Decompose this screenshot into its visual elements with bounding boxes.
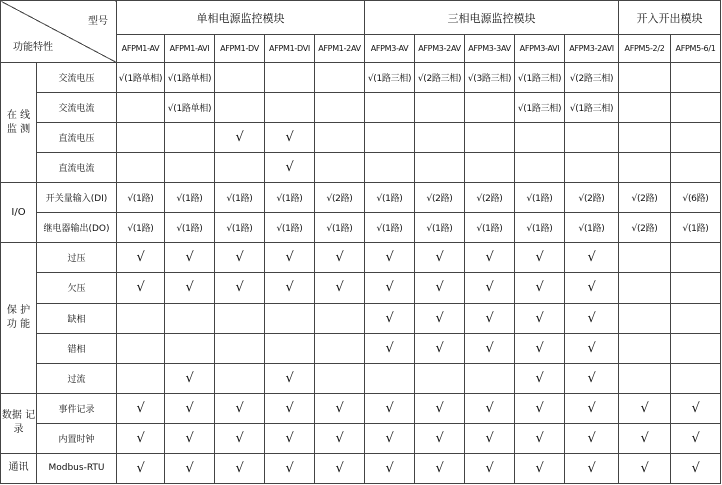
value-cell: √ (415, 243, 465, 273)
value-cell: √(2路) (415, 183, 465, 213)
value-cell (415, 363, 465, 393)
value-cell: √(1路三相) (565, 93, 619, 123)
group-header-row (1, 1, 721, 35)
feature-cell: 事件记录 (37, 393, 117, 423)
table-row (1, 213, 721, 243)
value-cell: √ (515, 273, 565, 303)
value-cell: √(1路) (215, 183, 265, 213)
value-cell: √ (315, 393, 365, 423)
feature-label: 功能特性 (13, 42, 53, 53)
value-cell (619, 273, 671, 303)
model-header: AFPM1-DVI (265, 35, 315, 63)
value-cell (315, 153, 365, 183)
feature-cell: Modbus-RTU (37, 453, 117, 483)
feature-cell: 欠压 (37, 273, 117, 303)
value-cell: √ (415, 453, 465, 483)
value-cell: √ (565, 423, 619, 453)
category-cell: 保 护 功 能 (1, 243, 37, 393)
value-cell: √ (515, 363, 565, 393)
value-cell (165, 303, 215, 333)
value-cell: √ (315, 453, 365, 483)
value-cell: √ (265, 423, 315, 453)
value-cell (265, 333, 315, 363)
value-cell: √(1路) (117, 183, 165, 213)
value-cell (315, 333, 365, 363)
feature-cell: 过压 (37, 243, 117, 273)
value-cell: √(1路单相) (165, 93, 215, 123)
value-cell (619, 363, 671, 393)
value-cell (315, 303, 365, 333)
value-cell: √ (265, 153, 315, 183)
value-cell: √(1路) (117, 213, 165, 243)
value-cell: √ (117, 243, 165, 273)
value-cell: √(3路三相) (465, 63, 515, 93)
feature-cell: 交流电流 (37, 93, 117, 123)
value-cell: √ (515, 423, 565, 453)
value-cell (165, 333, 215, 363)
value-cell: √(1路) (215, 213, 265, 243)
value-cell: √(2路) (619, 213, 671, 243)
model-header: AFPM1-DV (215, 35, 265, 63)
value-cell: √ (265, 273, 315, 303)
value-cell: √ (671, 423, 721, 453)
value-cell (619, 333, 671, 363)
value-cell: √ (117, 273, 165, 303)
value-cell: √ (315, 243, 365, 273)
value-cell: √ (565, 363, 619, 393)
value-cell (565, 123, 619, 153)
value-cell: √ (265, 123, 315, 153)
group-single-phase: 单相电源监控模块 (117, 1, 365, 35)
model-header: AFPM3-3AV (465, 35, 515, 63)
value-cell: √(1路) (165, 213, 215, 243)
value-cell (415, 153, 465, 183)
value-cell (465, 123, 515, 153)
value-cell: √(1路) (365, 213, 415, 243)
value-cell (215, 93, 265, 123)
value-cell (315, 63, 365, 93)
value-cell (465, 93, 515, 123)
value-cell (465, 363, 515, 393)
value-cell: √(1路) (365, 183, 415, 213)
value-cell: √ (365, 243, 415, 273)
table-row (1, 63, 721, 93)
value-cell (117, 303, 165, 333)
value-cell: √(1路) (465, 213, 515, 243)
value-cell (117, 363, 165, 393)
value-cell (315, 123, 365, 153)
value-cell: √ (165, 363, 215, 393)
value-cell: √ (315, 423, 365, 453)
value-cell (215, 303, 265, 333)
feature-cell: 缺相 (37, 303, 117, 333)
value-cell: √(1路单相) (165, 63, 215, 93)
value-cell: √(1路) (165, 183, 215, 213)
value-cell: √ (619, 423, 671, 453)
value-cell (671, 273, 721, 303)
value-cell: √(2路) (619, 183, 671, 213)
value-cell (117, 153, 165, 183)
value-cell: √(2路) (315, 183, 365, 213)
value-cell (671, 303, 721, 333)
value-cell: √(2路) (565, 183, 619, 213)
value-cell: √ (215, 273, 265, 303)
category-cell: 数据 记录 (1, 393, 37, 453)
value-cell: √ (465, 303, 515, 333)
value-cell: √(1路) (515, 183, 565, 213)
value-cell (619, 153, 671, 183)
value-cell (215, 333, 265, 363)
value-cell: √ (565, 333, 619, 363)
value-cell (165, 153, 215, 183)
value-cell: √ (565, 273, 619, 303)
table-row (1, 243, 721, 273)
value-cell (619, 93, 671, 123)
feature-cell: 开关量输入(DI) (37, 183, 117, 213)
value-cell: √ (165, 393, 215, 423)
value-cell: √ (215, 423, 265, 453)
value-cell (671, 243, 721, 273)
value-cell: √ (465, 453, 515, 483)
model-header: AFPM3-2AVI (565, 35, 619, 63)
value-cell: √ (415, 303, 465, 333)
table-row (1, 423, 721, 453)
value-cell: √(2路三相) (415, 63, 465, 93)
value-cell: √(1路) (671, 213, 721, 243)
table-row (1, 363, 721, 393)
value-cell: √ (215, 393, 265, 423)
value-cell: √(1路三相) (515, 63, 565, 93)
table-row (1, 303, 721, 333)
value-cell: √ (215, 123, 265, 153)
value-cell: √(1路三相) (515, 93, 565, 123)
value-cell: √ (117, 393, 165, 423)
table-row (1, 453, 721, 483)
value-cell: √(1路) (415, 213, 465, 243)
model-header: AFPM3-AV (365, 35, 415, 63)
value-cell: √ (117, 423, 165, 453)
value-cell (515, 153, 565, 183)
model-header: AFPM3-AVI (515, 35, 565, 63)
category-cell: 通讯 (1, 453, 37, 483)
feature-cell: 直流电压 (37, 123, 117, 153)
value-cell (671, 153, 721, 183)
value-cell: √ (515, 453, 565, 483)
value-cell (671, 363, 721, 393)
value-cell: √ (265, 243, 315, 273)
feature-cell: 直流电流 (37, 153, 117, 183)
value-cell: √ (565, 393, 619, 423)
value-cell: √ (565, 453, 619, 483)
category-cell: I/O (1, 183, 37, 243)
value-cell (215, 63, 265, 93)
value-cell: √(1路) (565, 213, 619, 243)
value-cell (215, 363, 265, 393)
value-cell: √ (515, 303, 565, 333)
value-cell (117, 93, 165, 123)
value-cell (315, 363, 365, 393)
value-cell: √ (215, 243, 265, 273)
value-cell: √ (365, 273, 415, 303)
value-cell (265, 93, 315, 123)
value-cell: √ (315, 273, 365, 303)
feature-cell: 错相 (37, 333, 117, 363)
value-cell (415, 93, 465, 123)
value-cell: √ (265, 453, 315, 483)
value-cell (515, 123, 565, 153)
value-cell: √(1路三相) (365, 63, 415, 93)
table-row (1, 333, 721, 363)
category-cell: 在 线 监 测 (1, 63, 37, 183)
value-cell: √ (619, 453, 671, 483)
model-header: AFPM5-6/1 (671, 35, 721, 63)
feature-cell: 过流 (37, 363, 117, 393)
value-cell: √ (565, 303, 619, 333)
model-label: 型号 (88, 16, 108, 27)
value-cell (671, 333, 721, 363)
value-cell (365, 363, 415, 393)
value-cell (465, 153, 515, 183)
value-cell (215, 153, 265, 183)
value-cell (565, 153, 619, 183)
table-row (1, 183, 721, 213)
value-cell: √(1路) (265, 213, 315, 243)
model-header: AFPM1-AVI (165, 35, 215, 63)
group-three-phase: 三相电源监控模块 (365, 1, 619, 35)
model-header: AFPM5-2/2 (619, 35, 671, 63)
value-cell: √ (365, 423, 415, 453)
feature-cell: 继电器输出(DO) (37, 213, 117, 243)
model-header: AFPM3-2AV (415, 35, 465, 63)
table-row (1, 153, 721, 183)
value-cell (619, 63, 671, 93)
value-cell: √(6路) (671, 183, 721, 213)
value-cell (165, 123, 215, 153)
value-cell (365, 123, 415, 153)
value-cell: √ (165, 243, 215, 273)
value-cell (117, 333, 165, 363)
value-cell: √ (565, 243, 619, 273)
value-cell: √ (515, 333, 565, 363)
value-cell: √ (165, 453, 215, 483)
table-row (1, 393, 721, 423)
value-cell: √ (265, 363, 315, 393)
value-cell: √ (265, 393, 315, 423)
value-cell (265, 303, 315, 333)
value-cell: √(1路) (315, 213, 365, 243)
value-cell: √(1路) (515, 213, 565, 243)
value-cell (671, 93, 721, 123)
value-cell: √ (165, 423, 215, 453)
value-cell (415, 123, 465, 153)
value-cell: √ (515, 243, 565, 273)
group-io: 开入开出模块 (619, 1, 721, 35)
value-cell: √ (465, 243, 515, 273)
value-cell: √ (619, 393, 671, 423)
value-cell (117, 123, 165, 153)
value-cell: √ (515, 393, 565, 423)
value-cell: √ (671, 393, 721, 423)
table-row (1, 93, 721, 123)
value-cell: √ (671, 453, 721, 483)
value-cell: √ (365, 303, 415, 333)
value-cell: √ (415, 273, 465, 303)
value-cell (365, 93, 415, 123)
feature-cell: 交流电压 (37, 63, 117, 93)
table-row (1, 273, 721, 303)
value-cell: √ (415, 423, 465, 453)
value-cell: √ (365, 453, 415, 483)
value-cell: √(2路三相) (565, 63, 619, 93)
feature-cell: 内置时钟 (37, 423, 117, 453)
table-row (1, 123, 721, 153)
value-cell (619, 303, 671, 333)
value-cell (671, 123, 721, 153)
value-cell: √ (365, 393, 415, 423)
value-cell (619, 123, 671, 153)
value-cell: √ (415, 393, 465, 423)
value-cell: √ (365, 333, 415, 363)
value-cell: √ (215, 453, 265, 483)
diagonal-header-cell (1, 1, 117, 63)
value-cell: √ (415, 333, 465, 363)
value-cell: √ (465, 273, 515, 303)
value-cell (315, 93, 365, 123)
value-cell: √ (465, 393, 515, 423)
value-cell: √(1路单相) (117, 63, 165, 93)
value-cell (365, 153, 415, 183)
value-cell (265, 63, 315, 93)
value-cell: √ (465, 333, 515, 363)
value-cell: √(2路) (465, 183, 515, 213)
value-cell: √(1路) (265, 183, 315, 213)
value-cell (619, 243, 671, 273)
model-header: AFPM1-2AV (315, 35, 365, 63)
model-header: AFPM1-AV (117, 35, 165, 63)
value-cell: √ (117, 453, 165, 483)
value-cell: √ (165, 273, 215, 303)
value-cell (671, 63, 721, 93)
table-body (1, 63, 721, 484)
value-cell: √ (465, 423, 515, 453)
